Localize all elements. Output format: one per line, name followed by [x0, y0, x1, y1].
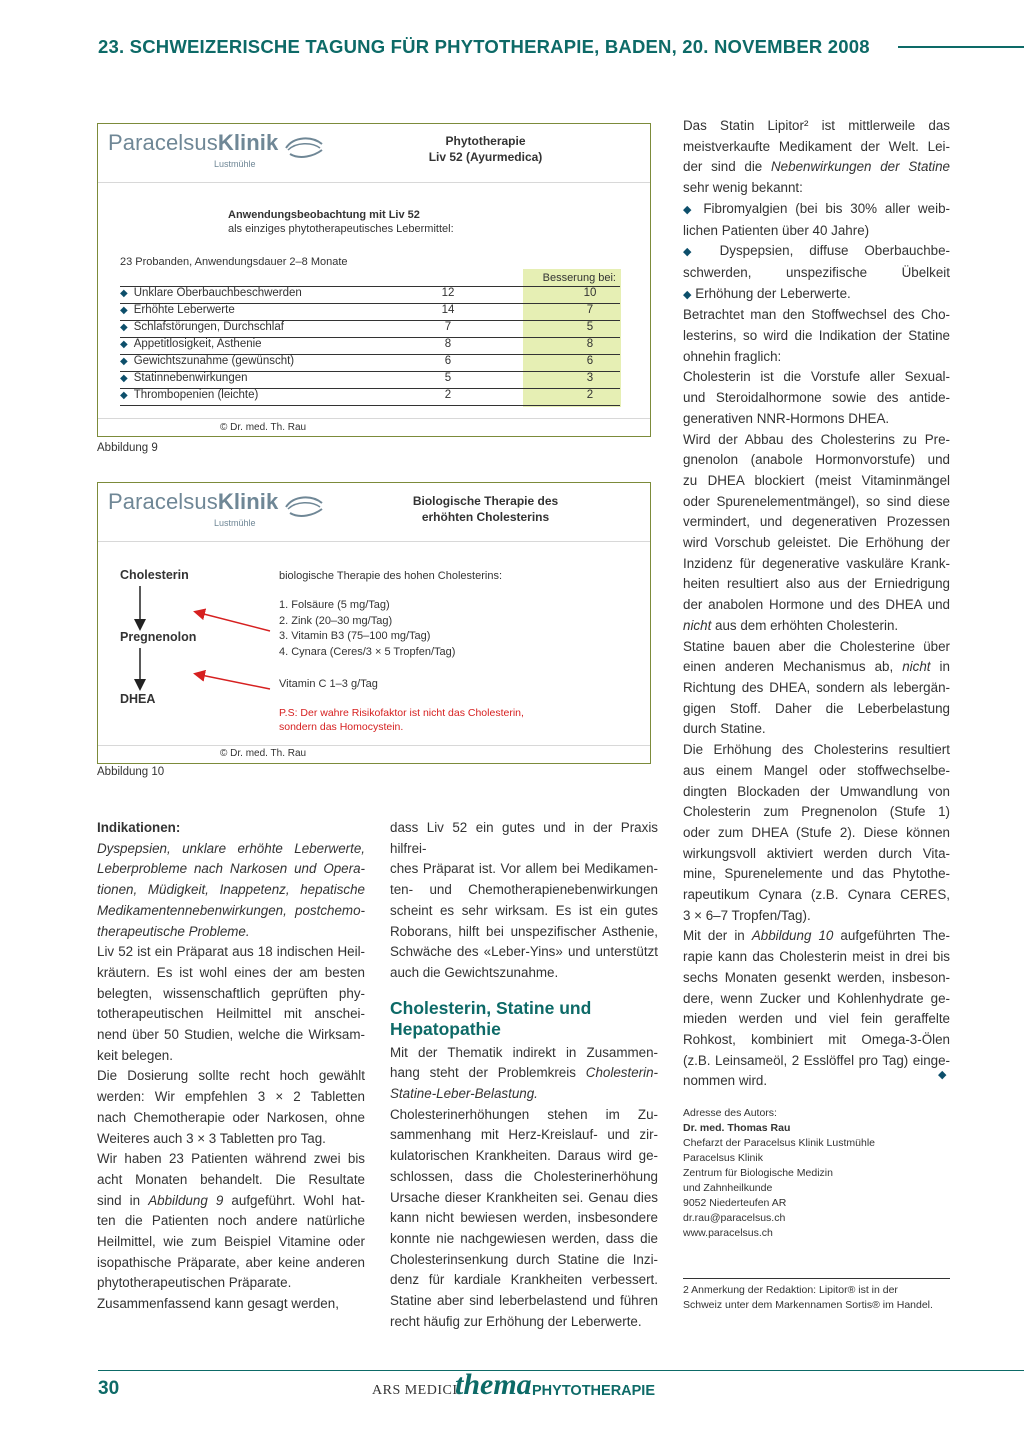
body-line: kulatorischen Krankheiten. Daraus wird ge- [390, 1148, 658, 1164]
node-dhea: DHEA [120, 692, 156, 706]
figure-10-box [97, 482, 651, 764]
indication-line: Medikamentennebenwirkungen, postchemo- [97, 902, 365, 918]
figure-9-copyright: © Dr. med. Th. Rau [220, 422, 307, 433]
therapy-intro: biologische Therapie des hohen Cholesterins: [279, 570, 502, 582]
body-line: recht häufig zur Erhöhung der Leberwerte. [390, 1313, 642, 1329]
ps-note: P.S: Der wahre Risikofaktor ist nicht das Cholesterin, sondern das Homocystein. [279, 707, 524, 733]
row-improved: 7 [586, 304, 594, 316]
row-label: Thrombopenien (leichte) [133, 389, 259, 401]
body-line: nach Chemotherapie oder Narkosen, ohne [97, 1109, 365, 1125]
contact-link[interactable]: www.paracelsus.ch [683, 1227, 773, 1239]
section-heading: Cholesterin, Statine und Hepatopathie [390, 997, 592, 1039]
body-line: dere, wenn Zucker und Kohlenhydrate ge- [683, 990, 950, 1006]
body-line: Die Erhöhung des Cholesterins resultiert [683, 742, 950, 758]
running-header: 23. SCHWEIZERISCHE TAGUNG FÜR PHYTOTHERAPIE, BADEN, 20. NOVEMBER 2008 [98, 36, 870, 57]
paracelsus-logo: ParacelsusKlinik Lustmühle [108, 130, 278, 156]
column-2 [390, 818, 658, 1332]
body-line: ohnehin fraglich: [683, 348, 782, 364]
page-number: 30 [98, 1378, 120, 1399]
diamond-bullet-icon: ◆ [120, 356, 128, 367]
diamond-bullet-icon: ◆ [683, 288, 692, 301]
body-line: lesterins, so wird die Indikation der Statine [683, 328, 950, 344]
body-line: ten die Patienten noch andere natürliche [97, 1213, 365, 1229]
body-line: wird Vorschub geleistet. Die Erhöhung der [683, 535, 950, 551]
column-1 [97, 818, 365, 1315]
body-line: generativen NNR-Hormons DHEA. [683, 410, 890, 426]
red-arrow-2 [196, 674, 270, 689]
row-improved: 8 [586, 338, 594, 350]
body-line: dingten Blockaden der Umwandlung von [683, 783, 950, 799]
body-line: rapeutikum Cynara (z.B. Cynara CERES, [683, 887, 950, 903]
body-line: sechs Monaten gesenkt werden, insbeson- [683, 969, 950, 985]
row-label: Schlafstörungen, Durchschlaf [133, 321, 284, 333]
contact-link[interactable]: dr.rau@paracelsus.ch [683, 1212, 786, 1224]
table-row [120, 338, 620, 355]
body-line: Cholesterinerhöhungen stehen im Zu- [390, 1106, 658, 1122]
body-line: Cholesterin ist die Vorstufe aller Sexual- [683, 369, 950, 385]
body-line: Richtung des DHEA, sondern als lebergän- [683, 679, 950, 695]
row-label: Statinnebenwirkungen [133, 372, 248, 384]
body-line: Schwäche des «Leber-Yins» und unterstützt [390, 944, 658, 960]
therapy-item: 1. Folsäure (5 mg/Tag) [279, 599, 390, 611]
table-row [120, 304, 620, 321]
therapy-item: 3. Vitamin B3 (75–100 mg/Tag) [279, 630, 431, 643]
body-line: Statine-Leber-Belastung. [390, 1086, 538, 1102]
body-line: keit belegen. [97, 1047, 173, 1063]
table-row [120, 372, 620, 389]
body-line: und Steroidalhormone sowie des antide- [683, 390, 950, 406]
body-line: nend über 50 Studien, welche die Wirksam- [97, 1027, 365, 1043]
body-line: Das Statin Lipitor² ist mittlerweile das [683, 118, 950, 133]
address-line: und Zahnheilkunde [683, 1182, 773, 1194]
body-line: aus einem Mangel oder stoffwechselbe- [683, 762, 950, 778]
table-row [120, 287, 620, 304]
footnote-rule [683, 1278, 950, 1279]
table-row [120, 389, 620, 406]
row-improved: 2 [586, 389, 594, 401]
table-row-rule [120, 405, 620, 406]
body-line: Statine bauen aber die Cholesterine über [683, 638, 950, 654]
diamond-bullet-icon: ◆ [683, 203, 696, 216]
end-mark: ◆ [938, 1069, 947, 1081]
body-line: Heilmittel, wie zum Beispiel Vitamine oder [97, 1234, 365, 1250]
body-line: totherapeutischen Heilmittel mit anschei- [97, 1006, 365, 1022]
body-line: Liv 52 ist ein Präparat aus 18 indischen Heil- [97, 944, 365, 960]
body-line: oder Spurenelementmängel), so sind diese [683, 493, 950, 509]
body-line: nicht aus dem erhöhten Cholesterin. [683, 617, 899, 633]
row-improved: 10 [583, 287, 597, 299]
address-line: Paracelsus Klinik [683, 1152, 763, 1164]
body-line: Mit der in Abbildung 10 aufgeführten The- [683, 928, 950, 944]
body-line: sehr wenig bekannt: [683, 180, 803, 196]
paracelsus-logo: ParacelsusKlinik Lustmühle [108, 489, 278, 515]
figure-9-probanden: 23 Probanden, Anwendungsdauer 2–8 Monate [120, 256, 348, 268]
therapy-list [279, 598, 455, 661]
body-line: durch Statine. [683, 721, 766, 737]
body-line: hang steht der Problemkreis Cholesterin- [390, 1065, 658, 1081]
row-count: 7 [444, 321, 452, 333]
body-line: einen anderen Mechanismus ab, nicht in [683, 659, 950, 675]
body-line: mine, Spurenelemente und das Phytothe- [683, 866, 950, 882]
body-line: Inzidenz für degenerative vaskuläre Krank- [683, 555, 950, 571]
improvement-column-header: Besserung bei: [542, 272, 616, 284]
figure-9-subheading: Anwendungsbeobachtung mit Liv 52 als einziges phytotherapeutisches Lebermittel: [228, 209, 454, 235]
indication-line: Dyspepsien, unklare erhöhte Leberwerte, [97, 840, 365, 856]
body-line: Ursache dieser Krankheiten sei. Genau dies [390, 1189, 658, 1205]
body-line: isopathische Präparate, aber keine anderen [97, 1254, 365, 1270]
figure-10-footer-rule [98, 745, 650, 746]
diamond-bullet-icon: ◆ [120, 373, 128, 384]
column-3 [683, 116, 950, 1092]
figure-10-title: Biologische Therapie des erhöhten Cholesterins [412, 494, 559, 524]
body-line: belegten, wissenschaftlich geprüften phy- [97, 985, 365, 1001]
row-count: 5 [444, 372, 452, 384]
row-label: Erhöhte Leberwerte [133, 304, 235, 316]
figure-9-box [97, 123, 651, 437]
body-line: mieden werden und viel fein geraffelte [683, 1011, 950, 1027]
address-line: 9052 Niederteufen AR [683, 1197, 787, 1209]
body-line: schwerden, unspezifische Übelkeit [683, 264, 950, 280]
body-line: dass Liv 52 ein gutes und in der Praxis hilfrei- [390, 820, 658, 856]
row-count: 14 [441, 304, 455, 316]
body-line: kann nicht bewiesen werden, insbesondere [390, 1210, 658, 1226]
body-line: Betrachtet man den Stoffwechsel des Cho- [683, 307, 950, 323]
figure-9-caption: Abbildung 9 [97, 442, 158, 454]
address-line: Chefarzt der Paracelsus Klinik Lustmühle [683, 1137, 876, 1149]
body-line: oder zum DHEA (Stufe 2). Diese können [683, 824, 950, 840]
body-line: rapie kann das Cholesterin meist in drei bis [683, 949, 950, 965]
body-line: sammenhang mit Herz-Kreislauf- und zir- [390, 1127, 658, 1143]
body-line: gigen Stoff. Daher die Leberbelastung [683, 700, 950, 716]
body-line: Weiteres auch 3 × 3 Tabletten pro Tag. [97, 1130, 326, 1146]
body-line: nommen wird. [683, 1073, 768, 1089]
header-rule [898, 46, 1024, 48]
body-line: der sind die Nebenwirkungen der Statine [683, 159, 951, 175]
node-cholesterin: Cholesterin [120, 568, 189, 582]
body-line: wirkungsvoll aktiviert werden durch Vita- [683, 845, 950, 861]
body-line: Wird der Abbau des Cholesterins zu Pre- [683, 431, 950, 447]
row-improved: 5 [586, 321, 594, 333]
indication-line: tionen, Müdigkeit, Inappetenz, hepatische [97, 882, 365, 898]
body-line: auch die Gewichtszunahme. [390, 964, 559, 980]
body-line: lichen Patienten über 40 Jahre) [683, 222, 870, 238]
body-line: Rohkost, kombiniert mit Omega-3-Ölen [683, 1031, 950, 1047]
therapy-item: 2. Zink (20–30 mg/Tag) [279, 614, 393, 627]
indication-line: Leberprobleme nach Narkosen und Opera- [97, 861, 365, 877]
therapy-item: 4. Cynara (Ceres/3 × 5 Tropfen/Tag) [279, 646, 456, 659]
diamond-bullet-icon: ◆ [120, 322, 128, 333]
row-count: 8 [444, 338, 452, 350]
body-line: heiten resultiert also aus der Erniedrigung [683, 576, 950, 592]
node-pregnenolon: Pregnenolon [120, 630, 197, 644]
body-line: kräutern. Es ist wohl eines der am besten [97, 964, 365, 980]
table-row [120, 355, 620, 372]
figure-9-header [98, 124, 650, 183]
body-line: phytotherapeutischen Präparate. [97, 1275, 292, 1291]
body-line: Die Dosierung sollte recht hoch gewählt [97, 1068, 365, 1084]
diamond-bullet-icon: ◆ [683, 246, 704, 259]
logo-swirl-icon [282, 134, 326, 160]
red-arrow-1 [196, 612, 270, 631]
body-line: sind in Abbildung 9 aufgeführt. Wohl hat- [97, 1192, 366, 1208]
author-address: Adresse des Autors: Dr. med. Thomas Rau Chefarzt der Paracelsus Klinik Lustmühle Paracelsus Klinik Zentrum für Biologische Medizin und Zahnheilkunde 9052 Niederteufen AR dr.rau@paracelsus.ch www.paracelsus.ch [683, 1106, 950, 1241]
indication-line: therapeutische Probleme. [97, 923, 250, 939]
footer-rule [98, 1370, 1024, 1371]
body-line: Cholesterinsenkung durch Statine die Inzi- [390, 1251, 658, 1267]
diamond-bullet-icon: ◆ [120, 288, 128, 299]
row-count: 12 [441, 287, 455, 299]
row-improved: 3 [586, 372, 594, 384]
body-line: Statine aber sind leberbelastend und führen [390, 1293, 658, 1309]
row-count: 2 [444, 389, 452, 401]
vitamin-c: Vitamin C 1–3 g/Tag [279, 678, 378, 690]
row-label: Gewichtszunahme (gewünscht) [133, 355, 295, 367]
figure-9-title: Phytotherapie Liv 52 (Ayurmedica) [428, 134, 543, 164]
body-line: der anabolen Hormone und des DHEA und [683, 597, 950, 613]
address-line: Zentrum für Biologische Medizin [683, 1167, 833, 1179]
body-line: denz für kardiale Krankheiten verbessert. [390, 1272, 658, 1288]
body-line: zu DHEA blockiert (meist Vitaminmängel [683, 472, 950, 488]
footnote: 2 Anmerkung der Redaktion: Lipitor® ist in der Schweiz unter dem Markennamen Sortis® im Handel. [683, 1284, 933, 1311]
diamond-bullet-icon: ◆ [120, 305, 128, 316]
body-line: vermindert, und degenerativen Prozessen [683, 514, 950, 530]
row-improved: 6 [586, 355, 594, 367]
row-label: Unklare Oberbauchbeschwerden [133, 287, 302, 299]
body-line: Mit der Thematik indirekt in Zusammen- [390, 1044, 658, 1060]
body-line: 3 × 6–7 Tropfen/Tag). [683, 907, 811, 923]
figure-10-caption: Abbildung 10 [97, 766, 165, 778]
body-line: ◆ Fibromyalgien (bei bis 30% aller weib- [683, 200, 950, 216]
thema-logo: thema [455, 1368, 532, 1401]
body-line: konnte nie nachgewiesen werden, dass die [390, 1230, 658, 1246]
body-line: scheint es sehr wirksam. Es ist ein gutes [390, 902, 658, 918]
body-line: Wir haben 23 Patienten während zwei bis [97, 1151, 365, 1167]
indikationen-heading: Indikationen: [97, 820, 181, 835]
row-count: 6 [444, 355, 452, 367]
body-line: ◆ Erhöhung der Leberwerte. [683, 285, 851, 301]
body-line: schlossen, dass die Cholesterinerhöhung [390, 1168, 658, 1184]
figure-10-copyright: © Dr. med. Th. Rau [220, 748, 307, 759]
diamond-bullet-icon: ◆ [120, 390, 128, 401]
body-line: (z.B. Leinsameöl, 2 Esslöffel pro Tag) einge- [683, 1052, 950, 1068]
body-line: werden: Wir empfehlen 3 × 2 Tabletten [97, 1089, 365, 1105]
body-line: gnenolon (anabole Hormonvorstufe) und [683, 452, 950, 468]
body-line: ches Präparat ist. Vor allem bei Medikamen- [390, 861, 658, 877]
row-label: Appetitlosigkeit, Asthenie [133, 338, 262, 350]
figure-9-footer-rule [98, 418, 650, 419]
section-label: PHYTOTHERAPIE [532, 1383, 656, 1399]
body-line: ◆ Dyspepsien, diffuse Oberbauchbe- [683, 243, 950, 259]
diamond-bullet-icon: ◆ [120, 339, 128, 350]
body-line: acht Monaten behandelt. Die Resultate [97, 1171, 365, 1187]
body-line: Roborans, hilft bei unspezifischer Asthenie, [390, 923, 658, 939]
body-line: Zusammenfassend kann gesagt werden, [97, 1296, 339, 1312]
ars-medici-logo: ARS MEDICI [372, 1383, 458, 1398]
body-line: meistverkaufte Medikament der Welt. Lei- [683, 138, 950, 154]
body-line: Cholesterin zum Pregnenolon (Stufe 1) [683, 804, 950, 820]
table-row [120, 321, 620, 338]
body-line: ten- und Chemotherapienebenwirkungen [390, 882, 658, 898]
